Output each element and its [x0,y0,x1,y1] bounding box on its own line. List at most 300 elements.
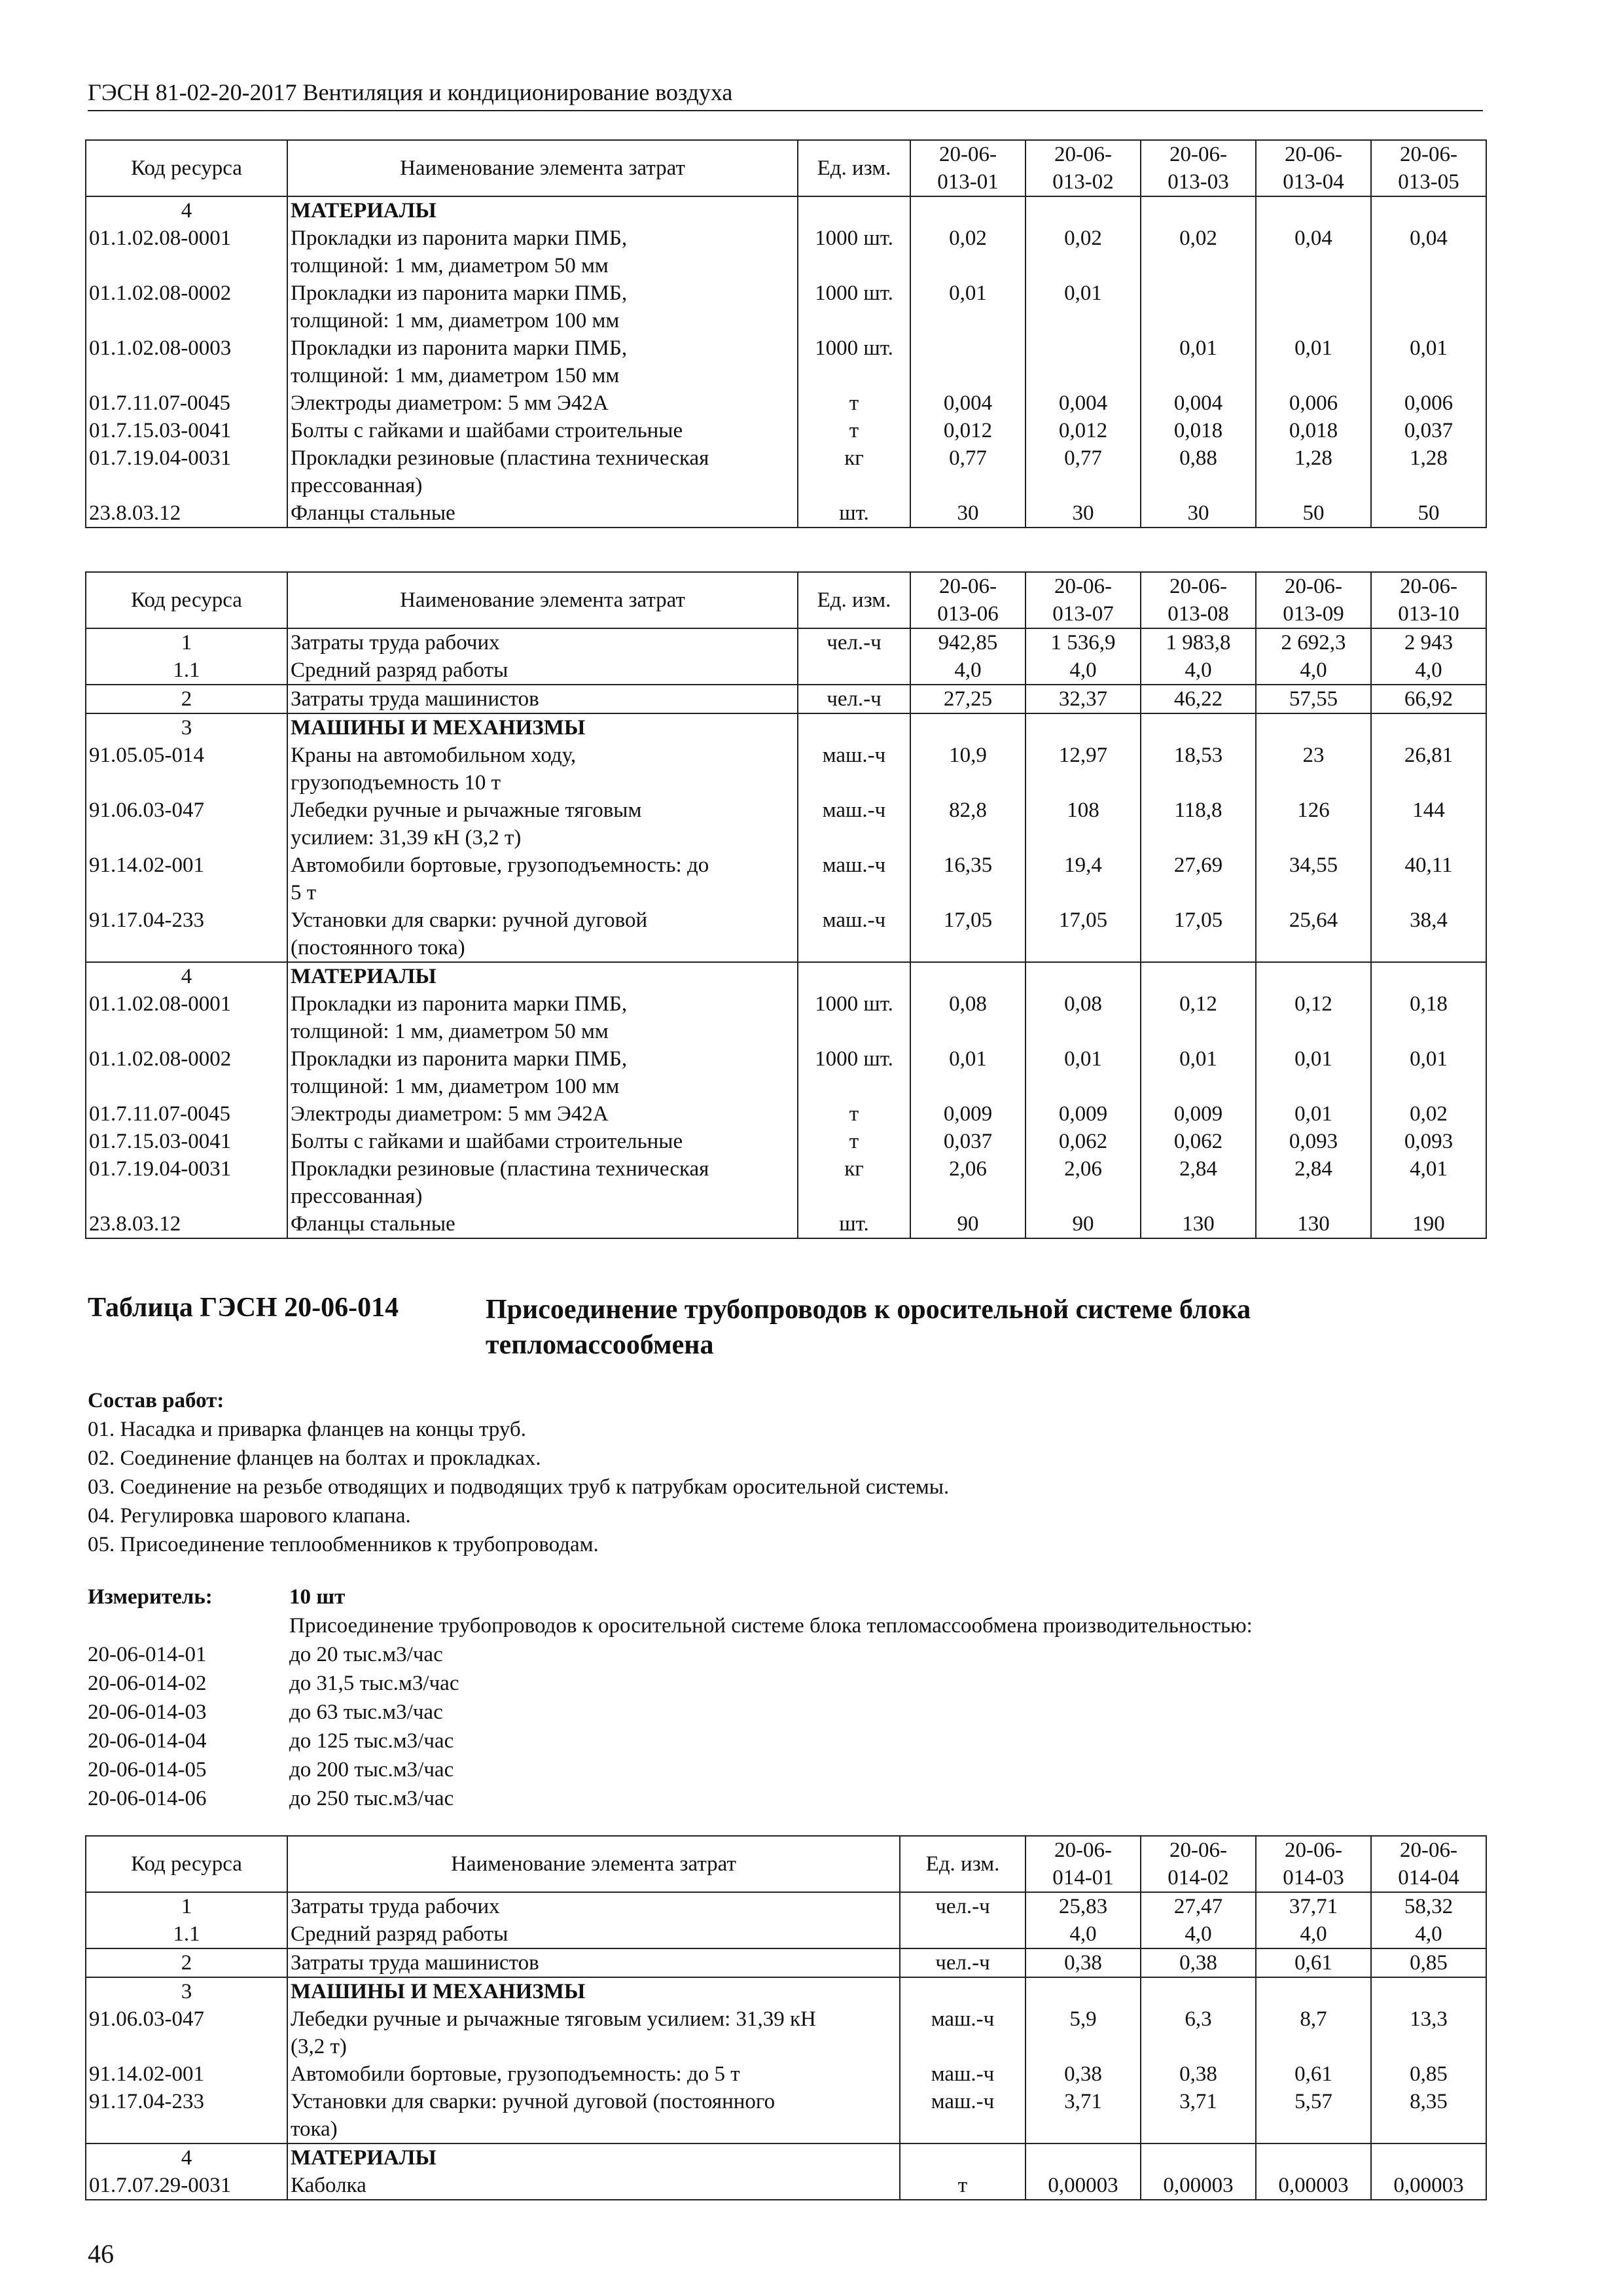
table-row [86,906,1486,962]
meter-item-code: 20-06-014-01 [88,1643,207,1666]
table-row [86,2172,1486,2200]
resource-code: 01.1.02.08-0001 [86,224,287,279]
norm-value: 3,71 [1026,2088,1141,2144]
unit-of-measure: 1000 шт. [798,1045,910,1100]
meter-description: Присоединение трубопроводов к оросительной системе блока тепломассообмена производительностью: [289,1614,1253,1638]
meter-item-code: 20-06-014-02 [88,1672,207,1695]
norm-value: 0,037 [1371,417,1486,444]
norm-value: 4,0 [1371,1920,1486,1948]
norm-value: 0,009 [910,1100,1026,1128]
norm-value: 2,06 [1026,1155,1141,1210]
resource-code: 91.06.03-047 [86,2005,287,2060]
norm-value: 0,61 [1256,1948,1371,1977]
norm-value [910,713,1026,742]
norm-value [1026,962,1141,990]
resource-code: 01.7.19.04-0031 [86,1155,287,1210]
norm-value: 0,009 [1141,1100,1256,1128]
norm-value: 90 [910,1210,1026,1238]
norm-value: 0,01 [1256,1045,1371,1100]
table-row [86,1045,1486,1100]
norm-value: 17,05 [910,906,1026,962]
cost-element-name: Средний разряд работы [287,656,798,685]
cost-element-name: Лебедки ручные и рычажные тяговым усилием: 31,39 кН (3,2 т) [287,2005,900,2060]
norm-value: 4,0 [1371,656,1486,685]
norm-value: 0,012 [910,417,1026,444]
norm-value: 1,28 [1256,444,1371,499]
norm-value: 23 [1256,742,1371,797]
norm-value: 46,22 [1141,685,1256,713]
table-row [86,742,1486,797]
norm-value [1256,1977,1371,2005]
column-header: 20-06- 013-09 [1256,572,1371,628]
norm-value: 18,53 [1141,742,1256,797]
norm-value: 0,85 [1371,2060,1486,2088]
norm-value: 0,01 [1141,334,1256,389]
norm-value: 0,004 [1026,389,1141,417]
column-header: 20-06- 013-10 [1371,572,1486,628]
norm-value: 0,01 [1256,1100,1371,1128]
column-header: 20-06- 013-02 [1026,140,1141,196]
norm-value: 2,84 [1256,1155,1371,1210]
norm-value: 17,05 [1141,906,1256,962]
norm-value: 0,08 [1026,990,1141,1045]
meter-item [88,1640,873,1669]
resource-code: 1 [86,628,287,656]
norm-value: 4,01 [1371,1155,1486,1210]
norm-value: 37,71 [1256,1892,1371,1920]
resource-code: 3 [86,1977,287,2005]
meter-item-text: до 200 тыс.м3/час [289,1758,454,1782]
column-header: 20-06- 013-08 [1141,572,1256,628]
table-row [86,628,1486,656]
cost-element-name: МАТЕРИАЛЫ [287,962,798,990]
cost-element-name: Средний разряд работы [287,1920,900,1948]
table-title-name: Присоединение трубопроводов к оросительной системе блока тепломассообмена [486,1295,1251,1360]
norm-value: 8,7 [1256,2005,1371,2060]
resource-code: 2 [86,685,287,713]
norm-value: 0,01 [1026,279,1141,334]
norm-value: 0,093 [1371,1128,1486,1155]
unit-of-measure [900,1920,1026,1948]
meter-item [88,1755,873,1784]
column-header: Наименование элемента затрат [287,1836,900,1892]
norm-value: 0,38 [1141,1948,1256,1977]
norm-value [1371,713,1486,742]
resource-code: 91.14.02-001 [86,2060,287,2088]
norm-value: 0,004 [910,389,1026,417]
table-row [86,499,1486,528]
column-header: 20-06- 013-04 [1256,140,1371,196]
norm-value [910,962,1026,990]
work-item: 04. Регулировка шарового клапана. [88,1504,411,1528]
resource-code: 01.7.11.07-0045 [86,1100,287,1128]
norm-value: 0,009 [1026,1100,1141,1128]
norm-value: 1 983,8 [1141,628,1256,656]
norm-value: 0,04 [1256,224,1371,279]
unit-of-measure [798,962,910,990]
table-row [86,656,1486,685]
table-row [86,444,1486,499]
table-row [86,1100,1486,1128]
cost-element-name: Прокладки резиновые (пластина техническая прессованная) [287,1155,798,1210]
meter-item-code: 20-06-014-03 [88,1700,207,1724]
norm-value [1371,196,1486,224]
resource-code: 23.8.03.12 [86,1210,287,1238]
cost-element-name: Затраты труда рабочих [287,628,798,656]
meter-item [88,1727,873,1755]
norm-value: 27,69 [1141,852,1256,906]
norm-value [1371,2144,1486,2172]
resource-table-014-01-04 [85,1835,1487,2200]
column-header: 20-06- 014-04 [1371,1836,1486,1892]
norm-value: 10,9 [910,742,1026,797]
column-header: Наименование элемента затрат [287,572,798,628]
norm-value: 0,08 [910,990,1026,1045]
column-header: 20-06- 013-07 [1026,572,1141,628]
norm-value: 0,01 [910,1045,1026,1100]
resource-code: 23.8.03.12 [86,499,287,528]
unit-of-measure: шт. [798,499,910,528]
norm-value: 0,77 [1026,444,1141,499]
resource-code: 91.17.04-233 [86,906,287,962]
norm-value: 58,32 [1371,1892,1486,1920]
norm-value: 27,25 [910,685,1026,713]
norm-value: 108 [1026,797,1141,852]
norm-value [1141,713,1256,742]
table-row [86,279,1486,334]
norm-value: 5,9 [1026,2005,1141,2060]
resource-code: 01.7.11.07-0045 [86,389,287,417]
norm-value: 0,018 [1141,417,1256,444]
table-row [86,852,1486,906]
norm-value: 0,85 [1371,1948,1486,1977]
table-row [86,1892,1486,1920]
norm-value: 0,01 [1141,1045,1256,1100]
unit-of-measure [798,196,910,224]
table-row [86,797,1486,852]
norm-value: 0,18 [1371,990,1486,1045]
norm-value [1141,279,1256,334]
norm-value: 0,38 [1026,1948,1141,1977]
table-row [86,1210,1486,1238]
cost-element-name: Фланцы стальные [287,1210,798,1238]
cost-element-name: Фланцы стальные [287,499,798,528]
norm-value [1141,962,1256,990]
norm-value: 0,12 [1141,990,1256,1045]
norm-value: 0,00003 [1371,2172,1486,2200]
norm-value: 16,35 [910,852,1026,906]
resource-table-013-06-10 [85,571,1487,1239]
norm-value: 0,61 [1256,2060,1371,2088]
norm-value: 19,4 [1026,852,1141,906]
norm-value: 2 692,3 [1256,628,1371,656]
norm-value [1371,962,1486,990]
norm-value: 0,02 [910,224,1026,279]
unit-of-measure: чел.-ч [900,1948,1026,1977]
norm-value: 0,01 [1256,334,1371,389]
meter-item-code: 20-06-014-05 [88,1758,207,1782]
norm-value: 190 [1371,1210,1486,1238]
norm-value: 1 536,9 [1026,628,1141,656]
resource-code: 3 [86,713,287,742]
unit-of-measure: т [798,1128,910,1155]
meter-item [88,1698,873,1727]
work-item: 05. Присоединение теплообменников к трубопроводам. [88,1533,599,1556]
column-header: Код ресурса [86,1836,287,1892]
resource-code: 01.7.19.04-0031 [86,444,287,499]
cost-element-name: Затраты труда машинистов [287,1948,900,1977]
unit-of-measure: 1000 шт. [798,334,910,389]
work-item: 01. Насадка и приварка фланцев на концы труб. [88,1418,526,1441]
norm-value: 2,84 [1141,1155,1256,1210]
norm-value: 27,47 [1141,1892,1256,1920]
norm-value: 25,83 [1026,1892,1141,1920]
norm-value: 126 [1256,797,1371,852]
norm-value: 32,37 [1026,685,1141,713]
table-row [86,1977,1486,2005]
table-row [86,2005,1486,2060]
norm-value: 0,01 [1371,334,1486,389]
meter-items-list [88,1640,873,1813]
table-row [86,2144,1486,2172]
cost-element-name: МАШИНЫ И МЕХАНИЗМЫ [287,713,798,742]
unit-of-measure: маш.-ч [798,742,910,797]
unit-of-measure: т [900,2172,1026,2200]
norm-value [910,196,1026,224]
norm-value: 0,062 [1026,1128,1141,1155]
norm-value: 0,04 [1371,224,1486,279]
cost-element-name: Электроды диаметром: 5 мм Э42А [287,389,798,417]
norm-value: 30 [910,499,1026,528]
table-row [86,224,1486,279]
norm-value [1141,196,1256,224]
meter-item-text: до 125 тыс.м3/час [289,1729,454,1753]
unit-of-measure: чел.-ч [798,628,910,656]
work-item: 03. Соединение на резьбе отводящих и подводящих труб к патрубкам оросительной системы. [88,1475,950,1499]
resource-code: 91.17.04-233 [86,2088,287,2144]
norm-value: 130 [1256,1210,1371,1238]
cost-element-name: Автомобили бортовые, грузоподъемность: до 5 т [287,2060,900,2088]
resource-code: 91.05.05-014 [86,742,287,797]
table-row [86,417,1486,444]
norm-value: 12,97 [1026,742,1141,797]
norm-value: 3,71 [1141,2088,1256,2144]
page-number: 46 [88,2239,114,2269]
norm-value: 0,00003 [1141,2172,1256,2200]
norm-value: 0,12 [1256,990,1371,1045]
column-header: 20-06- 013-06 [910,572,1026,628]
norm-value: 0,01 [1371,1045,1486,1100]
norm-value [1026,334,1141,389]
norm-value: 82,8 [910,797,1026,852]
unit-of-measure: т [798,417,910,444]
column-header: Ед. изм. [900,1836,1026,1892]
norm-value: 34,55 [1256,852,1371,906]
norm-value: 0,037 [910,1128,1026,1155]
work-composition-heading: Состав работ: [88,1389,224,1412]
meter-item [88,1669,873,1698]
cost-element-name: Болты с гайками и шайбами строительные [287,1128,798,1155]
unit-of-measure: маш.-ч [900,2060,1026,2088]
table-row [86,196,1486,224]
norm-value: 38,4 [1371,906,1486,962]
table-row [86,2060,1486,2088]
cost-element-name: Затраты труда машинистов [287,685,798,713]
resource-code: 01.7.07.29-0031 [86,2172,287,2200]
norm-value: 118,8 [1141,797,1256,852]
norm-value [1256,279,1371,334]
cost-element-name: Автомобили бортовые, грузоподъемность: до 5 т [287,852,798,906]
norm-value: 90 [1026,1210,1141,1238]
unit-of-measure: маш.-ч [798,797,910,852]
resource-code: 91.14.02-001 [86,852,287,906]
column-header: 20-06- 013-01 [910,140,1026,196]
resource-code: 01.1.02.08-0003 [86,334,287,389]
norm-value: 0,006 [1256,389,1371,417]
norm-value: 57,55 [1256,685,1371,713]
meter-label: Измеритель: [88,1585,213,1609]
meter-item-code: 20-06-014-06 [88,1787,207,1810]
resource-code: 1.1 [86,656,287,685]
meter-item-text: до 20 тыс.м3/час [289,1643,443,1666]
norm-value: 4,0 [1141,656,1256,685]
norm-value: 0,02 [1141,224,1256,279]
norm-value: 0,093 [1256,1128,1371,1155]
table-row [86,1920,1486,1948]
unit-of-measure: кг [798,444,910,499]
norm-value [1026,713,1141,742]
norm-value: 0,38 [1141,2060,1256,2088]
table-row [86,2088,1486,2144]
norm-value [1141,1977,1256,2005]
norm-value: 0,01 [1026,1045,1141,1100]
cost-element-name: МАТЕРИАЛЫ [287,196,798,224]
unit-of-measure: маш.-ч [798,852,910,906]
norm-value: 5,57 [1256,2088,1371,2144]
norm-value: 2,06 [910,1155,1026,1210]
norm-value: 130 [1141,1210,1256,1238]
norm-value: 0,88 [1141,444,1256,499]
cost-element-name: МАШИНЫ И МЕХАНИЗМЫ [287,1977,900,2005]
column-header: Ед. изм. [798,140,910,196]
cost-element-name: Лебедки ручные и рычажные тяговым усилием: 31,39 кН (3,2 т) [287,797,798,852]
column-header: 20-06- 014-02 [1141,1836,1256,1892]
unit-of-measure [798,713,910,742]
norm-value: 942,85 [910,628,1026,656]
norm-value: 6,3 [1141,2005,1256,2060]
norm-value [1371,1977,1486,2005]
unit-of-measure: кг [798,1155,910,1210]
resource-code: 01.7.15.03-0041 [86,1128,287,1155]
resource-code: 01.1.02.08-0001 [86,990,287,1045]
unit-of-measure: т [798,1100,910,1128]
norm-value: 4,0 [1256,1920,1371,1948]
norm-value: 0,02 [1026,224,1141,279]
cost-element-name: Прокладки из паронита марки ПМБ, толщиной: 1 мм, диаметром 100 мм [287,279,798,334]
norm-value: 17,05 [1026,906,1141,962]
norm-value: 144 [1371,797,1486,852]
unit-of-measure: маш.-ч [900,2088,1026,2144]
norm-value: 0,006 [1371,389,1486,417]
norm-value: 0,02 [1371,1100,1486,1128]
table-title-code: Таблица ГЭСН 20-06-014 [88,1293,399,1323]
resource-code: 01.1.02.08-0002 [86,279,287,334]
norm-value: 0,77 [910,444,1026,499]
norm-value [1256,2144,1371,2172]
column-header: 20-06- 014-03 [1256,1836,1371,1892]
cost-element-name: Краны на автомобильном ходу, грузоподъемность 10 т [287,742,798,797]
column-header: 20-06- 014-01 [1026,1836,1141,1892]
resource-code: 4 [86,2144,287,2172]
unit-of-measure: маш.-ч [900,2005,1026,2060]
unit-of-measure [900,1977,1026,2005]
norm-value: 2 943 [1371,628,1486,656]
cost-element-name: Установки для сварки: ручной дуговой (постоянного тока) [287,2088,900,2144]
column-header: Код ресурса [86,572,287,628]
work-item: 02. Соединение фланцев на болтах и прокладках. [88,1446,541,1470]
resource-code: 01.1.02.08-0002 [86,1045,287,1100]
norm-value: 4,0 [1141,1920,1256,1948]
norm-value: 66,92 [1371,685,1486,713]
norm-value [1256,196,1371,224]
norm-value: 8,35 [1371,2088,1486,2144]
table-row [86,334,1486,389]
unit-of-measure [900,2144,1026,2172]
meter-item-text: до 250 тыс.м3/час [289,1787,454,1810]
unit-of-measure: чел.-ч [900,1892,1026,1920]
norm-value: 40,11 [1371,852,1486,906]
unit-of-measure: маш.-ч [798,906,910,962]
norm-value: 25,64 [1256,906,1371,962]
norm-value: 26,81 [1371,742,1486,797]
norm-value: 50 [1256,499,1371,528]
resource-code: 1.1 [86,1920,287,1948]
meter-item [88,1784,873,1813]
resource-code: 91.06.03-047 [86,797,287,852]
resource-code: 01.7.15.03-0041 [86,417,287,444]
meter-item-code: 20-06-014-04 [88,1729,207,1753]
unit-of-measure [798,656,910,685]
table-row [86,990,1486,1045]
norm-value: 4,0 [1026,1920,1141,1948]
work-composition-list [88,1415,1462,1559]
norm-value: 0,00003 [1256,2172,1371,2200]
resource-code: 1 [86,1892,287,1920]
norm-value: 0,38 [1026,2060,1141,2088]
running-header: ГЭСН 81-02-20-2017 Вентиляция и кондиционирование воздуха [88,79,1483,111]
cost-element-name: Каболка [287,2172,900,2200]
column-header: Ед. изм. [798,572,910,628]
norm-value [1256,713,1371,742]
norm-value: 0,062 [1141,1128,1256,1155]
cost-element-name: Болты с гайками и шайбами строительные [287,417,798,444]
norm-value [1026,196,1141,224]
norm-value: 13,3 [1371,2005,1486,2060]
norm-value: 4,0 [910,656,1026,685]
meter-unit: 10 шт [289,1585,346,1609]
cost-element-name: Затраты труда рабочих [287,1892,900,1920]
norm-value: 0,012 [1026,417,1141,444]
norm-value: 0,01 [910,279,1026,334]
cost-element-name: МАТЕРИАЛЫ [287,2144,900,2172]
unit-of-measure: т [798,389,910,417]
table-row [86,685,1486,713]
unit-of-measure: 1000 шт. [798,224,910,279]
table-row [86,713,1486,742]
column-header: 20-06- 013-03 [1141,140,1256,196]
column-header: Наименование элемента затрат [287,140,798,196]
table-row [86,1155,1486,1210]
